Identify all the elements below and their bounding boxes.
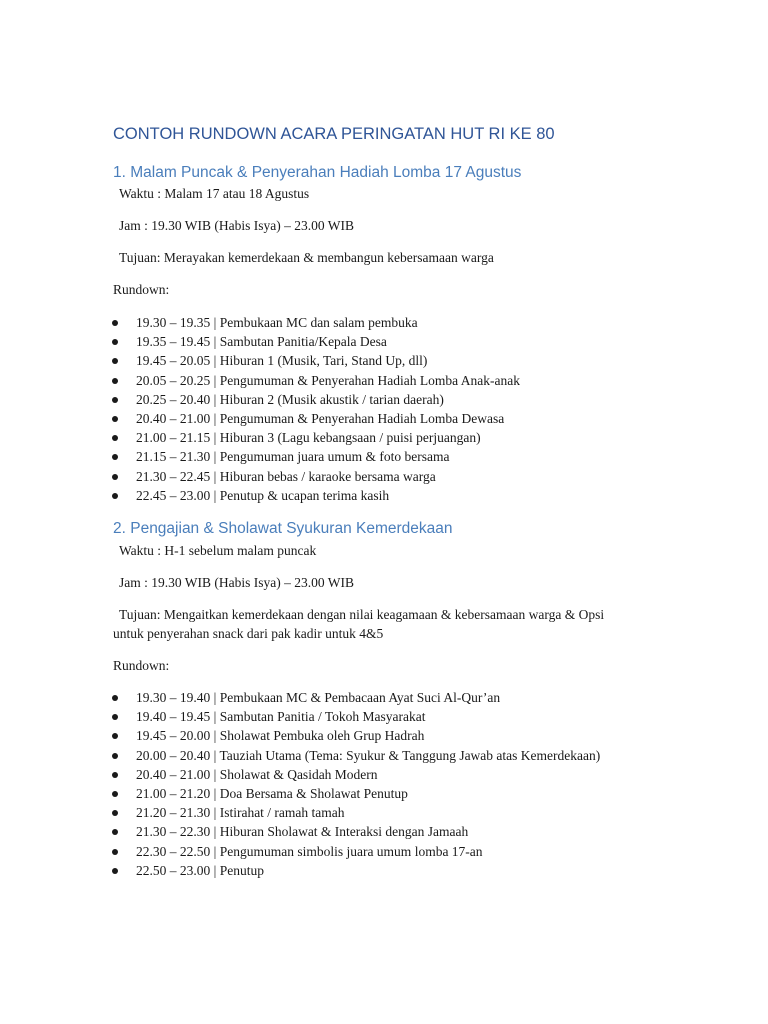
bullet-icon: [112, 397, 118, 403]
bullet-icon: [112, 695, 118, 701]
section-1-waktu: Waktu : Malam 17 atau 18 Agustus: [119, 186, 310, 201]
section-2-heading: 2. Pengajian & Sholawat Syukuran Kemerdekaan: [113, 520, 453, 537]
bullet-icon: [112, 849, 118, 855]
bullet-icon: [112, 454, 118, 460]
bullet-icon: [112, 829, 118, 835]
section-1-heading: 1. Malam Puncak & Penyerahan Hadiah Lomba 17 Agustus: [113, 164, 522, 181]
bullet-icon: [112, 320, 118, 326]
bullet-icon: [112, 339, 118, 345]
document-title: CONTOH RUNDOWN ACARA PERINGATAN HUT RI KE 80: [113, 125, 555, 143]
section-2-waktu: Waktu : H-1 sebelum malam puncak: [119, 543, 317, 558]
bullet-icon: [112, 753, 118, 759]
section-2-rundown-label: Rundown:: [113, 658, 170, 673]
document-page: CONTOH RUNDOWN ACARA PERINGATAN HUT RI KE 80 1. Malam Puncak & Penyerahan Hadiah Lomba 17 Agustus Waktu : Malam 17 atau 18 Agustus Jam : 19.30 WIB (Habis Isya) – 23.00 WIB Tujuan: Merayakan kemerdekaan & membangun kebersamaan warga Rundown: 19.30 – 19.35 | Pembukaan MC dan salam pembuka 19.35 – 19.45 | Sambutan Panitia/Kepala Desa 19.45 – 20.05 | Hiburan 1 (Musik, Tari, Stand Up, dll) 20.05 – 20.25 | Pengumuman & Penyerahan Hadiah Lomba Anak-anak 20.25 – 20.40 | Hiburan 2 (Musik akustik / tarian daerah) 20.40 – 21.00 | Pengumuman & Penyerahan Hadiah Lomba Dewasa 21.00 – 21.15 | Hiburan 3 (Lagu kebangsaan / puisi perjuangan) 21.15 – 21.30 | Pengumuman juara umum & foto bersama 21.30 – 22.45 | Hiburan bebas / karaoke bersama warga 22.45 – 23.00 | Penutup & ucapan terima kasih 2. Pengajian & Sholawat Syukuran Kemerdekaan Waktu : H-1 sebelum malam puncak Jam : 19.30 WIB (Habis Isya) – 23.00 WIB Tujuan: Mengaitkan kemerdekaan dengan nilai keagamaan & kebersamaan warga & Opsi untuk penyerahan snack dari pak kadir untuk 4&5 Rundown: 19.30 – 19.40 | Pembukaan MC & Pembacaan Ayat Suci Al-Qur’an 19.40 – 19.45 | Sambutan Panitia / Tokoh Masyarakat 19.45 – 20.00 | Sholawat Pembuka oleh Grup Hadrah 20.00 – 20.40 | Tauziah Utama (Tema: Syukur & Tanggung Jawab atas Kemerdekaan) 20.40 – 21.00 | Sholawat & Qasidah Modern 21.00 – 21.20 | Doa Bersama & Sholawat Penutup 21.20 – 21.30 | Istirahat / ramah tamah 21.30 – 22.30 | Hiburan Sholawat & Interaksi dengan Jamaah 22.30 – 22.50 | Pengumuman simbolis juara umum lomba 17-an 22.50 – 23.00 | Penutup: [113, 125, 605, 878]
bullet-icon: [112, 435, 118, 441]
bullet-icon: [112, 868, 118, 874]
bullet-icon: [112, 378, 118, 384]
bullet-icon: [112, 493, 118, 499]
section-1-tujuan: Tujuan: Merayakan kemerdekaan & membangun kebersamaan warga: [119, 250, 494, 265]
bullet-icon: [112, 791, 118, 797]
section-1-rundown-label: Rundown:: [113, 282, 170, 297]
bullet-icon: [112, 810, 118, 816]
section-2-tujuan-line-2: untuk penyerahan snack dari pak kadir untuk 4&5: [113, 626, 384, 641]
bullet-icon: [112, 358, 118, 364]
bullet-icon: [112, 733, 118, 739]
section-2-tujuan-line-1: Tujuan: Mengaitkan kemerdekaan dengan nilai keagamaan & kebersamaan warga & Opsi: [119, 607, 605, 622]
bullet-icon: [112, 714, 118, 720]
bullet-icon: [112, 416, 118, 422]
section-1-jam: Jam : 19.30 WIB (Habis Isya) – 23.00 WIB: [119, 218, 354, 233]
bullet-icon: [112, 474, 118, 480]
bullet-icon: [112, 772, 118, 778]
section-2-jam: Jam : 19.30 WIB (Habis Isya) – 23.00 WIB: [119, 575, 354, 590]
